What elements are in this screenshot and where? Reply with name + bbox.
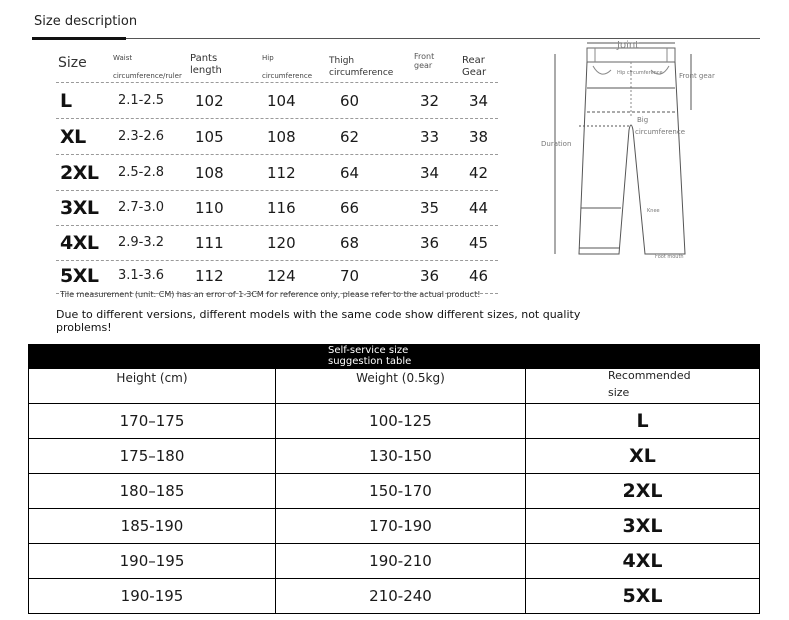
label-hip-circumference: Hip circumference [617,70,663,76]
size-row [56,84,498,118]
size-row [56,156,498,190]
title-underline [32,37,126,40]
row-divider [56,154,498,155]
size-cell-thigh: 66 [340,199,360,217]
size-cell-rear: 44 [469,199,489,217]
size-cell-thigh: 60 [340,92,360,110]
size-cell-size: 4XL [60,232,99,254]
suggestion-row [29,508,759,543]
size-cell-size: XL [60,126,86,148]
size-row [56,226,498,260]
suggestion-cell-size: 4XL [525,544,759,578]
suggestion-header-row [29,368,759,403]
suggestion-cell-size: 3XL [525,509,759,543]
suggestion-row [29,473,759,508]
header-rear-gear: Rear Gear [462,55,487,78]
size-row [56,120,498,154]
size-cell-size: 3XL [60,197,99,219]
label-joint: Joint [617,40,640,51]
size-cell-front: 36 [420,234,440,252]
label-big: Big [637,116,649,124]
suggestion-cell-size: 2XL [525,474,759,508]
size-cell-rear: 46 [469,267,489,285]
size-cell-waist: 3.1-3.6 [118,268,165,283]
row-divider [56,118,498,119]
suggestion-cell-weight: 190-210 [275,544,525,578]
size-cell-length: 111 [195,234,224,252]
size-cell-hip: 124 [267,267,296,285]
header-recommended-size: Recommended size [525,369,759,403]
suggestion-row [29,543,759,578]
size-cell-length: 108 [195,164,224,182]
suggestion-cell-height: 175–180 [119,447,185,465]
size-cell-hip: 120 [267,234,296,252]
title-divider [32,38,760,39]
suggestion-cell-weight: 150-170 [275,474,525,508]
suggestion-cell-weight: 210-240 [275,579,525,613]
suggestion-cell-weight: 100-125 [275,404,525,438]
suggestion-cell-size: XL [525,439,759,473]
size-cell-rear: 45 [469,234,489,252]
header-pants-length: Pants length [190,53,222,76]
size-cell-length: 105 [195,128,224,146]
size-cell-thigh: 68 [340,234,360,252]
size-cell-hip: 112 [267,164,296,182]
measurement-note: Tile measurement (unit: CM) has an error of 1-3CM for reference only, please refer to the actual product! [60,290,481,299]
suggestion-cell-height: 190–195 [119,552,185,570]
suggestion-grid [28,368,760,614]
suggestion-cell-size: L [525,404,759,438]
label-knee: Knee [647,208,660,214]
size-cell-size: 5XL [60,265,99,287]
suggestion-cell-weight: 170-190 [275,509,525,543]
size-cell-length: 102 [195,92,224,110]
size-cell-front: 32 [420,92,440,110]
header-waist: Waist circumference/ruler [113,54,182,80]
size-cell-thigh: 64 [340,164,360,182]
size-cell-front: 34 [420,164,440,182]
size-row [56,259,498,293]
row-divider [56,82,498,83]
size-cell-front: 35 [420,199,440,217]
size-cell-length: 110 [195,199,224,217]
label-front-gear: Front gear [679,72,715,80]
size-cell-length: 112 [195,267,224,285]
suggestion-cell-weight: 130-150 [275,439,525,473]
size-cell-waist: 2.5-2.8 [118,165,165,180]
size-cell-waist: 2.7-3.0 [118,200,165,215]
page-title: Size description [34,14,138,29]
size-cell-thigh: 70 [340,267,360,285]
size-cell-rear: 38 [469,128,489,146]
header-hip: Hip circumference [262,54,313,80]
suggestion-title-bar [28,344,760,368]
versions-note: Due to different versions, different models with the same code show different sizes, not quality problems! [56,308,581,334]
size-cell-waist: 2.3-2.6 [118,129,165,144]
header-size: Size [58,55,87,71]
suggestion-title: Self-service size suggestion table [328,345,412,367]
size-cell-thigh: 62 [340,128,360,146]
header-front-gear: Front gear [414,52,435,70]
size-cell-rear: 42 [469,164,489,182]
suggestion-row [29,403,759,438]
size-suggestion-table [28,344,760,614]
size-cell-rear: 34 [469,92,489,110]
header-height: Height (cm) [116,371,188,385]
size-cell-front: 33 [420,128,440,146]
suggestion-cell-size: 5XL [525,579,759,613]
size-cell-front: 36 [420,267,440,285]
label-foot-mouth: Foot mouth [655,254,684,260]
size-cell-size: 2XL [60,162,99,184]
suggestion-cell-height: 190-195 [120,587,184,605]
pants-diagram [535,40,735,270]
size-cell-size: L [60,90,72,112]
suggestion-cell-height: 170–175 [119,412,185,430]
suggestion-cell-height: 180–185 [119,482,185,500]
size-cell-waist: 2.1-2.5 [118,93,165,108]
suggestion-row [29,578,759,613]
header-weight: Weight (0.5kg) [275,369,525,403]
size-cell-hip: 108 [267,128,296,146]
size-row [56,191,498,225]
size-cell-waist: 2.9-3.2 [118,235,165,250]
suggestion-cell-height: 185-190 [120,517,184,535]
suggestion-row [29,438,759,473]
label-duration: Duration [541,140,572,148]
size-cell-hip: 116 [267,199,296,217]
size-cell-hip: 104 [267,92,296,110]
label-big-circumference: circumference [635,128,686,136]
header-thigh: Thigh circumference [329,56,394,78]
